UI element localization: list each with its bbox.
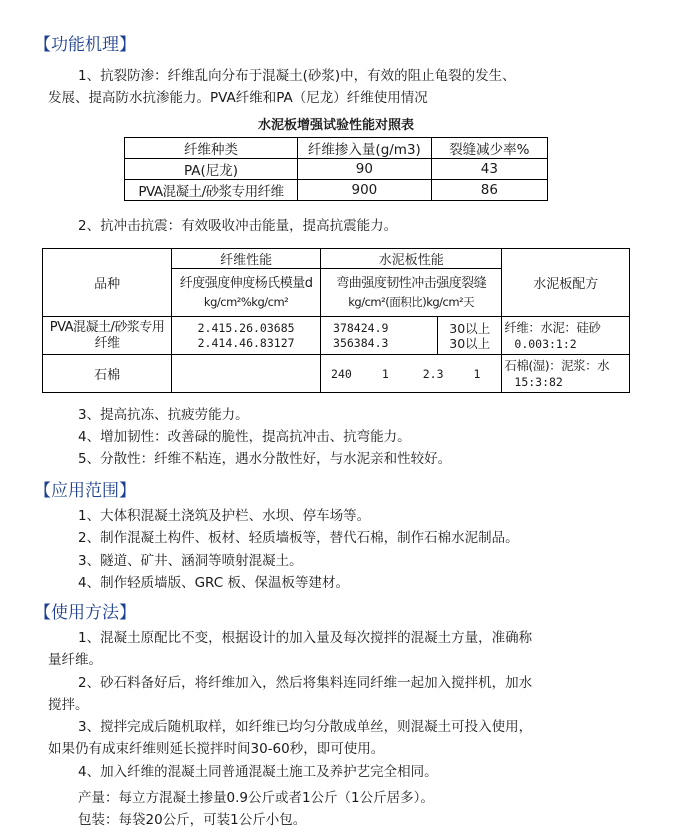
function-para-1-line-1: 1、抗裂防渗：纤维乱向分布于混凝土(砂浆)中，有效的阻止龟裂的发生、	[78, 68, 516, 84]
formula-cell-asbestos	[502, 355, 630, 393]
header-board-formula: 水泥板配方	[502, 249, 630, 317]
usage-para-2-line-2: 搅拌。	[48, 697, 89, 713]
table-cell: PA(尼龙)	[125, 159, 298, 180]
header-board-performance: 水泥板性能	[321, 249, 502, 269]
table-row	[43, 317, 630, 355]
table-cell: 90	[298, 159, 432, 180]
crack-days-cell	[438, 317, 502, 355]
board-subheader	[321, 269, 502, 317]
section-title-application: 【应用范围】	[34, 481, 136, 501]
application-item: 3、隧道、矿井、涵洞等喷射混凝土。	[78, 553, 303, 569]
board-value: 240	[331, 366, 352, 381]
fiber-subheader-line-2: kg/cm²%kg/cm²	[203, 294, 289, 309]
table-cell: 900	[298, 180, 432, 201]
board-subheader-line-2: kg/cm²(面积比)kg/cm²天	[348, 294, 475, 309]
output-info: 产量：每立方混凝土掺量0.9公斤或者1公斤（1公斤居多）。	[78, 790, 434, 806]
usage-para-4: 4、加入纤维的混凝土同普通混凝土施工及养护艺完全相同。	[78, 764, 438, 780]
usage-para-3-line-2: 如果仍有成束纤维则延长搅拌时间30-60秒，即可使用。	[48, 741, 385, 757]
table1-caption: 水泥板增强试验性能对照表	[257, 118, 414, 133]
board-value: 1	[381, 366, 389, 381]
formula-line-1: 石棉(湿)：泥浆：水	[504, 357, 610, 373]
function-para-4: 4、增加韧性：改善碌的脆性，提高抗冲击、抗弯能力。	[78, 429, 411, 445]
fiber-subheader-line-1: 纤度强度伸度杨氏模量d	[179, 275, 313, 291]
header-fiber-performance: 纤维性能	[172, 249, 321, 269]
formula-cell-pva	[502, 317, 630, 355]
table-row	[43, 355, 630, 393]
application-item: 2、制作混凝土构件、板材、轻质墙板等，替代石棉，制作石棉水泥制品。	[78, 530, 519, 546]
board-value: 1	[473, 366, 481, 381]
board-subheader-line-1: 弯曲强度韧性冲击强度裂缝	[336, 275, 487, 291]
table-cell: PVA混凝土/砂浆专用纤维	[125, 180, 298, 201]
header-variety: 品种	[43, 249, 172, 317]
cement-board-performance-table	[42, 248, 630, 393]
usage-para-1-line-1: 1、混凝土原配比不变，根据设计的加入量及每次搅拌的混凝土方量，准确称	[78, 630, 533, 646]
packing-info: 包装：每袋20公斤，可装1公斤小包。	[78, 812, 307, 828]
fiber-values-cell	[172, 317, 321, 355]
section-title-usage: 【使用方法】	[34, 603, 136, 623]
table-row	[125, 159, 548, 180]
fiber-values-line-1: 2.415.26.03685	[197, 320, 295, 335]
application-item: 1、大体积混凝土浇筑及护栏、水坝、停车场等。	[78, 508, 371, 524]
crack-days-line-1: 30以上	[449, 320, 491, 336]
crack-days-line-2: 30以上	[449, 335, 491, 351]
board-values-cell-asbestos	[321, 355, 502, 393]
variety-line-1: PVA混凝土/砂浆专用	[49, 319, 165, 335]
board-values-line-1: 378424.9	[333, 320, 389, 335]
table-cell: 43	[431, 159, 547, 180]
fiber-comparison-table	[124, 137, 548, 201]
table-header-cell: 纤维种类	[125, 138, 298, 159]
function-para-2: 2、抗冲击抗震：有效吸收冲击能量，提高抗震能力。	[78, 218, 398, 234]
table-row	[125, 180, 548, 201]
variety-cell-asbestos: 石棉	[43, 355, 172, 393]
application-item: 4、制作轻质墙版、GRC 板、保温板等建材。	[78, 575, 349, 591]
board-values-line-2: 356384.3	[333, 335, 389, 350]
function-para-1-line-2: 发展、提高防水抗渗能力。PVA纤维和PA（尼龙）纤维使用情况	[48, 90, 428, 106]
usage-para-3-line-1: 3、搅拌完成后随机取样，如纤维已均匀分散成单丝，则混凝土可投入使用，	[78, 719, 533, 735]
table-header-cell: 纤维掺入量(g/m3)	[298, 138, 432, 159]
function-para-3: 3、提高抗冻、抗疲劳能力。	[78, 407, 249, 423]
variety-cell-pva	[43, 317, 172, 355]
fiber-subheader	[172, 269, 321, 317]
fiber-values-cell-empty	[172, 355, 321, 393]
function-para-5: 5、分散性：纤维不粘连，遇水分散性好，与水泥亲和性较好。	[78, 451, 452, 467]
formula-line-2: 15:3:82	[514, 374, 563, 389]
table-header-cell: 裂缝减少率%	[431, 138, 547, 159]
board-values-cell	[321, 317, 438, 355]
variety-line-2: 纤维	[94, 335, 120, 351]
table-header-row	[125, 138, 548, 159]
formula-line-2: 0.003:1:2	[514, 336, 577, 351]
table-cell: 86	[431, 180, 547, 201]
usage-para-1-line-2: 量纤维。	[48, 652, 102, 668]
board-value: 2.3	[422, 366, 444, 381]
fiber-values-line-2: 2.414.46.83127	[197, 335, 295, 350]
section-title-function: 【功能机理】	[34, 35, 136, 55]
formula-line-1: 纤维：水泥：硅砂	[504, 319, 601, 335]
usage-para-2-line-1: 2、砂石料备好后，将纤维加入，然后将集料连同纤维一起加入搅拌机，加水	[78, 675, 533, 691]
table-header-row	[43, 249, 630, 269]
